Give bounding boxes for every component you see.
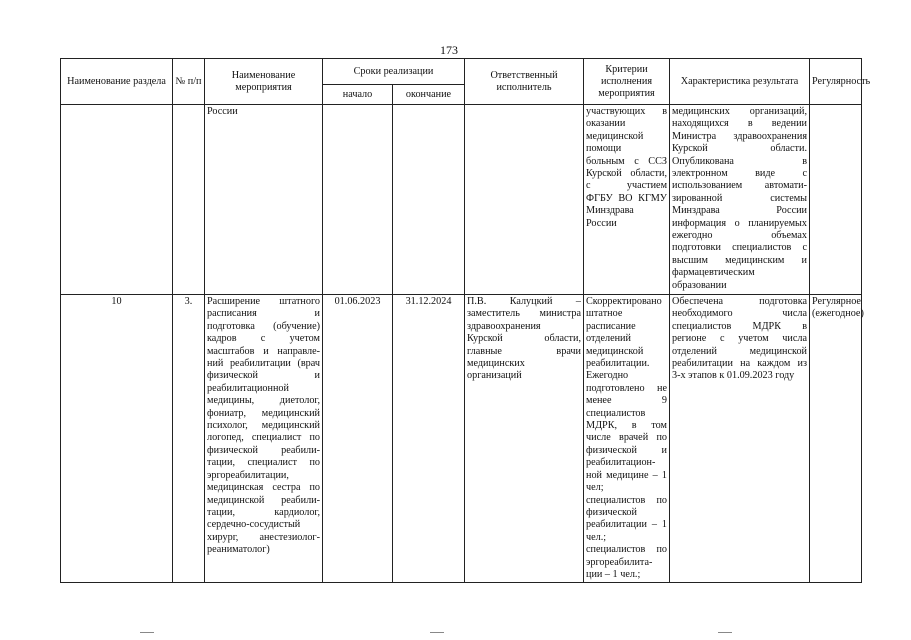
cell-line: менее 9 <box>586 395 668 407</box>
cell-line: Скорректировано <box>586 296 662 307</box>
header-num: № п/п <box>173 59 205 105</box>
cell-line: специалистов МДРК в <box>672 320 808 332</box>
cell-line: электронном виде с <box>672 168 808 180</box>
row1-responsible-cell <box>465 105 584 295</box>
cell-line: реабилитации – 1 <box>586 519 668 531</box>
cell-line: штатное <box>586 308 623 320</box>
cell-line: подготовки специалистов с <box>672 242 808 254</box>
cell-line: необходимого числа <box>672 308 808 320</box>
cell-line: специалистов <box>586 407 646 419</box>
cell-line: Курской области, <box>467 333 582 345</box>
cell-line: масштабов и направле- <box>207 345 320 357</box>
row2-end-cell: 31.12.2024 <box>393 295 465 583</box>
cell-line: Регулярное <box>812 296 861 307</box>
cell-line: высшим медицинским и <box>672 254 808 266</box>
cell-line: кадров с учетом <box>207 333 320 345</box>
row1-event-cell: России <box>205 105 323 295</box>
cell-line: ции – 1 чел.; <box>586 568 641 580</box>
plan-table <box>60 58 871 583</box>
cell-line: отделений медицинской <box>672 345 808 357</box>
row1-result-cell <box>670 105 810 295</box>
cell-line: тации, специалист по <box>207 457 320 469</box>
cell-line: 3-х этапов к 01.09.2023 году <box>672 370 795 382</box>
header-regularity: Регулярность <box>810 59 862 105</box>
cell-line: специалистов по <box>586 544 668 556</box>
cell-line: медицинской <box>586 130 644 142</box>
cell-line: Обеспечена подготовка <box>672 296 808 307</box>
table-row <box>61 105 862 295</box>
cell-line: ФГБУ ВО КГМУ <box>586 192 668 204</box>
cell-line: участвующих в <box>586 106 668 117</box>
cell-line: фармацевтическим <box>672 267 755 279</box>
cell-line: ний реабилитации (врач <box>207 358 320 370</box>
page-number: 173 <box>440 43 458 57</box>
cell-line: фониатр, медицинский <box>207 407 320 419</box>
cell-line: главные врачи <box>467 345 582 357</box>
cell-line: Расширение штатного <box>207 296 320 307</box>
cell-line: Минздрава России <box>672 205 808 217</box>
table-row <box>61 295 862 583</box>
header-end: окончание <box>393 85 465 105</box>
row1-start-cell <box>323 105 393 295</box>
cell-line: числе врачей по <box>586 432 668 444</box>
cell-line: медицинских <box>467 358 525 370</box>
cell-line: находящихся в ведении <box>672 118 808 130</box>
row2-num-cell: 3. <box>173 295 205 583</box>
cell-line: психолог, медицинский <box>207 420 320 432</box>
row1-section-cell <box>61 105 173 295</box>
cell-line: Курской области, <box>586 168 668 180</box>
cell-line: медицинская сестра по <box>207 482 320 494</box>
cell-line: логопед, специалист по <box>207 432 320 444</box>
scan-mark <box>140 632 154 633</box>
cell-line: организаций <box>467 370 522 382</box>
cell-line: зированной системы <box>672 192 808 204</box>
row2-criteria-cell <box>584 295 670 583</box>
cell-line: информация о планируемых <box>672 217 808 229</box>
row2-regularity-cell <box>810 295 862 583</box>
cell-line: медицинской реабили- <box>207 494 320 506</box>
cell-line: МДРК, в том <box>586 420 668 432</box>
cell-line: хирург, анестезиолог- <box>207 531 320 543</box>
cell-line: России <box>586 217 617 229</box>
cell-line: чел.; <box>586 531 607 543</box>
cell-line: реабилитации на каждом из <box>672 358 808 370</box>
cell-line: чел; <box>586 482 604 494</box>
header-event: Наименование мероприятия <box>205 59 323 105</box>
row1-regularity-cell <box>810 105 862 295</box>
cell-line: с участием <box>586 180 668 192</box>
cell-line: П.В. Калуцкий – <box>467 296 582 307</box>
row1-num-cell <box>173 105 205 295</box>
header-result: Характеристика результата <box>670 59 810 105</box>
cell-line: больным с ССЗ <box>586 155 668 167</box>
cell-line: эргореабилита- <box>586 556 653 568</box>
cell-line: заместитель министра <box>467 308 582 320</box>
cell-line: физической <box>586 506 637 518</box>
cell-line: подготовлено не <box>586 382 668 394</box>
scan-mark <box>718 632 732 633</box>
cell-line: эргореабилитации, <box>207 469 289 481</box>
cell-line: отделений <box>586 333 631 345</box>
cell-line: реабилитации. <box>586 358 650 370</box>
cell-line: (ежегодное) <box>812 308 864 320</box>
cell-line: использованием автомати- <box>672 180 808 192</box>
header-responsible: Ответственный исполнитель <box>465 59 584 105</box>
row1-end-cell <box>393 105 465 295</box>
header-criteria: Критерии исполнения мероприятия <box>584 59 670 105</box>
cell-line: Минздрава <box>586 205 634 217</box>
cell-line: тации, кардиолог, <box>207 506 320 518</box>
cell-line: здравоохранения <box>467 320 541 332</box>
cell-line: специалистов по <box>586 494 668 506</box>
cell-line: реаниматолог) <box>207 544 270 556</box>
cell-line: образовании <box>672 279 727 291</box>
header-section: Наименование раздела <box>61 59 173 105</box>
cell-line: помощи <box>586 143 622 155</box>
row2-section-cell: 10 <box>61 295 173 583</box>
cell-line: ной медицине – 1 <box>586 469 668 481</box>
row1-criteria-cell <box>584 105 670 295</box>
cell-line: реабилитационной <box>207 382 289 394</box>
cell-line: Курской области. <box>672 143 808 155</box>
cell-line: физической и <box>207 370 320 382</box>
cell-line: медицинских организаций, <box>672 106 808 117</box>
header-start: начало <box>323 85 393 105</box>
row2-responsible-cell <box>465 295 584 583</box>
row2-result-cell <box>670 295 810 583</box>
cell-line: Ежегодно <box>586 370 629 382</box>
cell-line: медицины, диетолог, <box>207 395 320 407</box>
cell-line: оказании <box>586 118 626 130</box>
cell-line: Опубликована в <box>672 155 808 167</box>
cell-line: подготовка (обучение) <box>207 320 320 332</box>
cell-line: ежегодно объемах <box>672 230 808 242</box>
cell-line: регионе с учетом числа <box>672 333 808 345</box>
cell-line: сердечно-сосудистый <box>207 519 301 531</box>
scan-mark <box>430 632 444 633</box>
cell-line: расписание <box>586 320 636 332</box>
cell-line: физической реабили- <box>207 444 320 456</box>
cell-line: медицинской <box>586 345 644 357</box>
cell-line: физической и <box>586 444 668 456</box>
header-terms: Сроки реализации <box>323 59 465 85</box>
row2-event-cell <box>205 295 323 583</box>
row2-start-cell: 01.06.2023 <box>323 295 393 583</box>
cell-line: расписания и <box>207 308 320 320</box>
cell-line: Министра здравоохранения <box>672 130 808 142</box>
cell-line: реабилитацион- <box>586 457 656 469</box>
